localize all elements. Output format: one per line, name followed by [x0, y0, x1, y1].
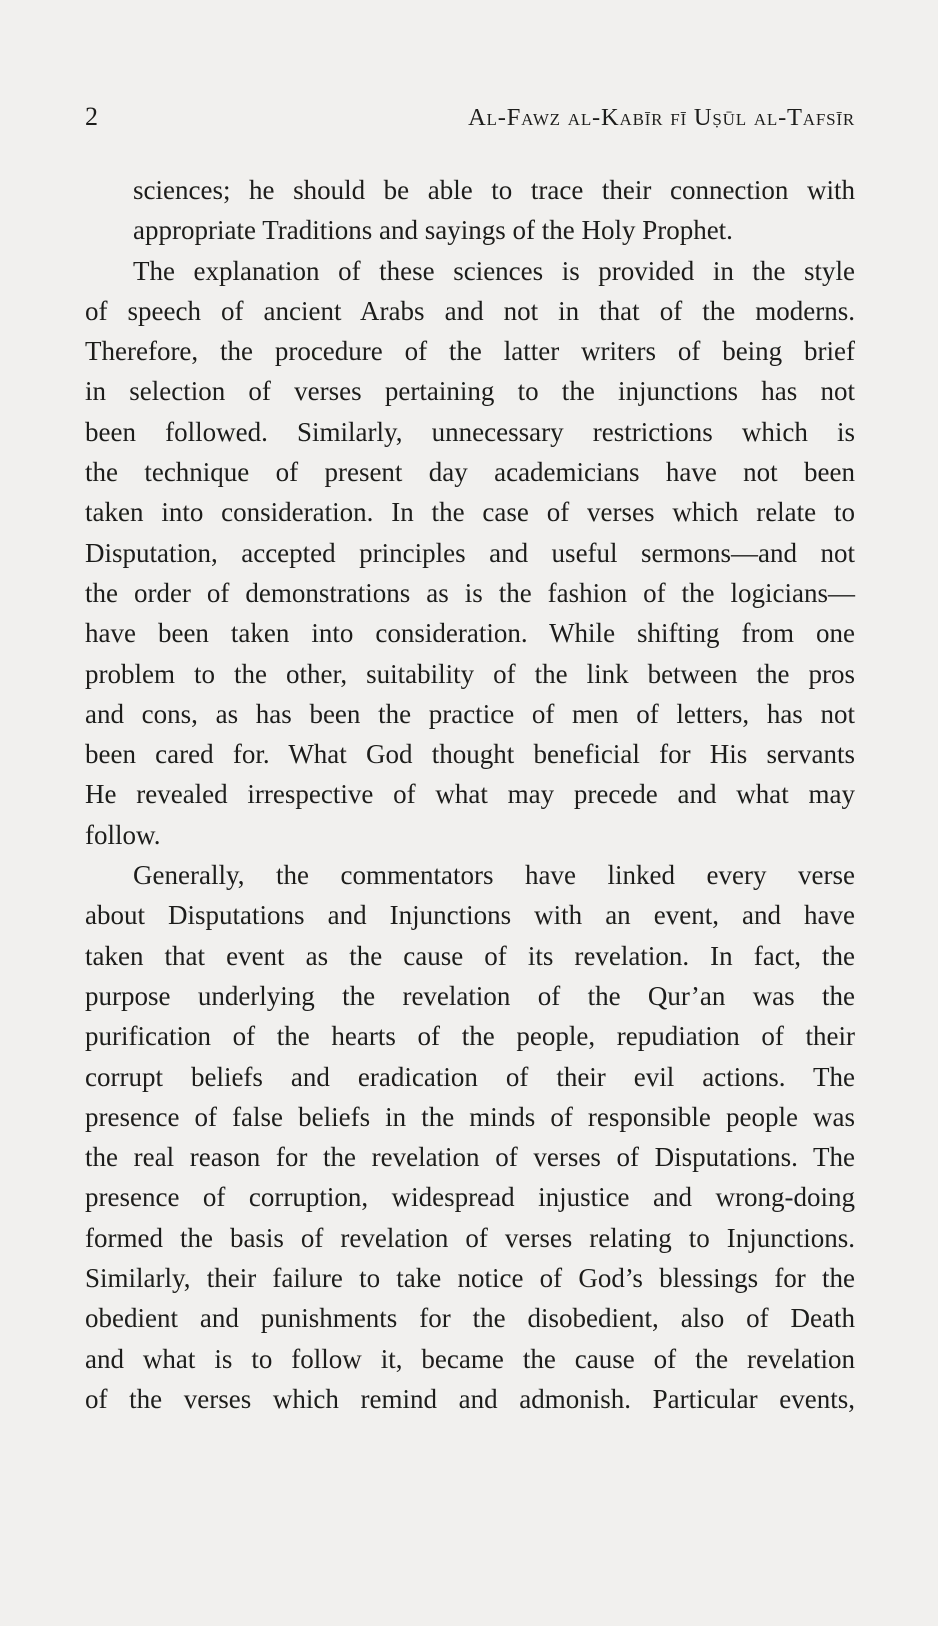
text-line: The explanation of these sciences is provided in the style — [133, 255, 855, 286]
text-line: sciences; he should be able to trace their connection with — [133, 175, 855, 205]
text-line: taken into consideration. In the case of verses which relate to — [85, 497, 855, 528]
text-line: the real reason for the revelation of verses of Disputations. The — [85, 1142, 855, 1173]
text-line: about Disputations and Injunctions with an event, and have — [85, 900, 855, 931]
text-line: formed the basis of revelation of verses relating to Injunctions. — [85, 1222, 855, 1253]
text-line: problem to the other, suitability of the link between the pros — [85, 658, 855, 689]
text-line: of the verses which remind and admonish. Particular events, — [85, 1383, 855, 1414]
page-header — [85, 104, 855, 131]
paragraph — [85, 170, 855, 251]
text-line: Disputation, accepted principles and useful sermons—and not — [85, 537, 855, 568]
page-body — [85, 170, 855, 1419]
text-line: been cared for. What God thought beneficial for His servants — [85, 739, 855, 770]
text-line: purpose underlying the revelation of the Qur’an was the — [85, 980, 855, 1011]
text-line: and what is to follow it, became the cause of the revelation — [85, 1343, 855, 1374]
text-line: in selection of verses pertaining to the injunctions has not — [85, 376, 855, 407]
text-line: Therefore, the procedure of the latter writers of being brief — [85, 336, 855, 367]
text-line: purification of the hearts of the people, repudiation of their — [85, 1021, 855, 1052]
page-number: 2 — [85, 102, 98, 131]
running-title: Al-Fawz al-Kabīr fī Uṣūl al-Tafsīr — [468, 104, 855, 131]
text-line: Generally, the commentators have linked every verse — [133, 860, 855, 891]
text-line: He revealed irrespective of what may precede and what may — [85, 779, 855, 810]
paragraph — [85, 251, 855, 855]
text-line: presence of corruption, widespread injustice and wrong-doing — [85, 1182, 855, 1213]
text-line: of speech of ancient Arabs and not in that of the moderns. — [85, 295, 855, 326]
text-line: have been taken into consideration. While shifting from one — [85, 618, 855, 649]
text-line: the order of demonstrations as is the fashion of the logicians— — [85, 577, 855, 608]
paragraph — [85, 855, 855, 1419]
text-line: Similarly, their failure to take notice of God’s blessings for the — [85, 1263, 855, 1294]
text-line: taken that event as the cause of its revelation. In fact, the — [85, 940, 855, 971]
text-line: the technique of present day academicians have not been — [85, 457, 855, 488]
text-line: corrupt beliefs and eradication of their evil actions. The — [85, 1061, 855, 1092]
text-line: follow. — [85, 819, 161, 850]
text-line: presence of false beliefs in the minds of responsible people was — [85, 1101, 855, 1132]
text-line: been followed. Similarly, unnecessary restrictions which is — [85, 416, 855, 447]
text-line: obedient and punishments for the disobedient, also of Death — [85, 1303, 855, 1334]
text-line: and cons, as has been the practice of men of letters, has not — [85, 698, 855, 729]
text-line: appropriate Traditions and sayings of the Holy Prophet. — [133, 215, 733, 246]
